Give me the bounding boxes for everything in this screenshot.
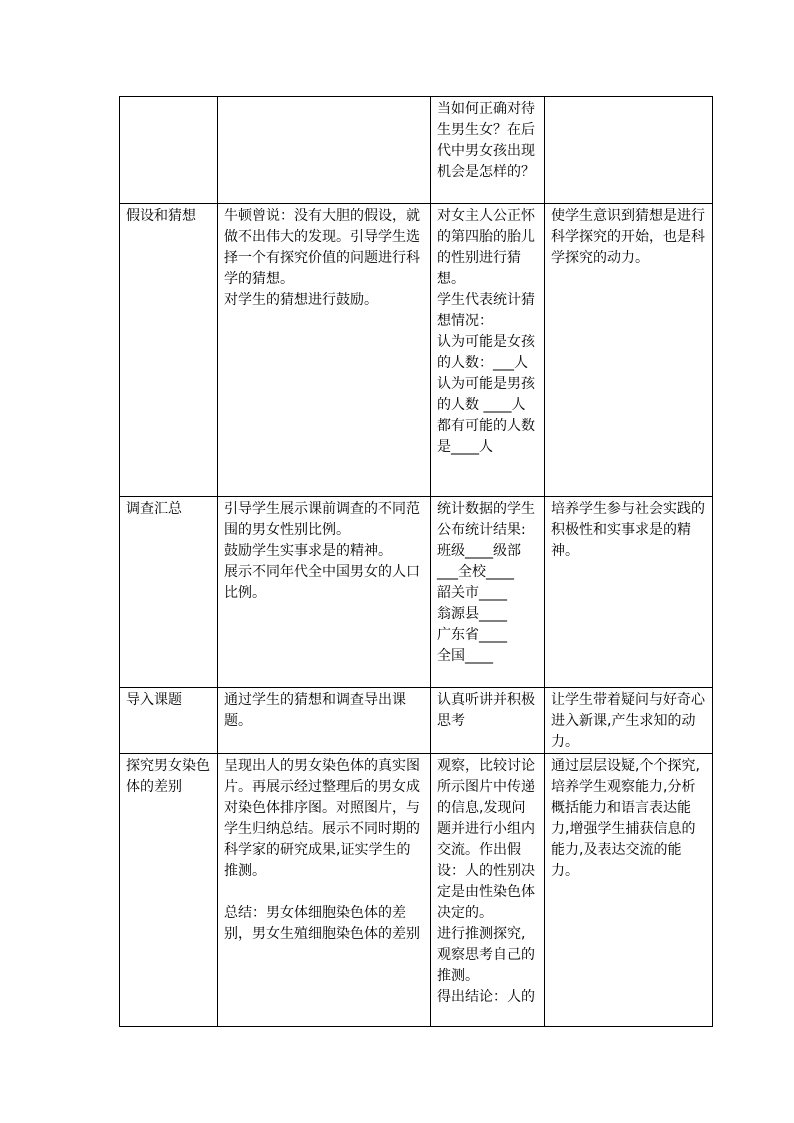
student-activity-cell <box>431 754 545 1027</box>
teacher-activity-text: 通过学生的猜想和调查导出课题。 <box>224 692 406 729</box>
student-activity-text: 得出结论：人的 <box>437 989 535 1005</box>
student-activity-text: 统计数据的学生公布统计结果: <box>437 501 535 538</box>
student-activity-text: 当如何正确对待生男生女？在后代中男女孩出现机会是怎样的？ <box>437 101 535 180</box>
student-activity-text: 学生代表统计猜想情况： <box>437 292 535 329</box>
teacher-activity-cell <box>218 497 431 688</box>
table-row <box>120 497 713 688</box>
lesson-plan-table <box>119 96 713 1027</box>
student-activity-text: 观察，比较讨论所示图片中传递的信息,发现问题并进行小组内交流。作出假设：人的性别决定是由性染色体决定的。 <box>437 758 535 921</box>
stage-cell: 假设和猜想 <box>120 204 218 497</box>
stage-cell: 调查汇总 <box>120 497 218 688</box>
student-activity-cell <box>431 97 545 204</box>
teacher-activity-text: 引导学生展示课前调查的不同范围的男女性别比例。 <box>224 501 420 538</box>
goal-cell <box>545 97 713 204</box>
table-row <box>120 688 713 754</box>
stage-cell: 探究男女染色体的差别 <box>120 754 218 1027</box>
teacher-activity-text: 牛顿曾说：没有大胆的假设，就做不出伟大的发现。引导学生选择一个有探究价值的问题进行科学的猜想。 <box>224 208 420 287</box>
student-activity-text: 班级____级部___全校____ <box>437 543 521 580</box>
goal-cell: 使学生意识到猜想是进行科学探究的开始，也是科学探究的动力。 <box>545 204 713 497</box>
student-activity-cell <box>431 497 545 688</box>
student-activity-text: 全国____ <box>437 648 493 664</box>
teacher-activity-text: 对学生的猜想进行鼓励。 <box>224 292 378 308</box>
table-row <box>120 754 713 1027</box>
stage-cell: 导入课题 <box>120 688 218 754</box>
student-activity-text: 广东省____ <box>437 627 507 643</box>
goal-cell: 通过层层设疑,个个探究,培养学生观察能力,分析概括能力和语言表达能力,增强学生捕获信息的能力,及表达交流的能力。 <box>545 754 713 1027</box>
student-activity-text: 认为可能是男孩的人数 ____人 <box>437 376 535 413</box>
teacher-activity-cell <box>218 97 431 204</box>
student-activity-text: 翁源县____ <box>437 606 507 622</box>
blank-line <box>224 882 424 903</box>
table-row <box>120 97 713 204</box>
goal-cell: 培养学生参与社会实践的积极性和实事求是的精神。 <box>545 497 713 688</box>
teacher-activity-cell <box>218 688 431 754</box>
student-activity-cell <box>431 688 545 754</box>
stage-cell <box>120 97 218 204</box>
goal-cell: 让学生带着疑问与好奇心进入新课,产生求知的动力。 <box>545 688 713 754</box>
teacher-activity-text: 展示不同年代全中国男女的人口比例。 <box>224 564 420 601</box>
teacher-activity-cell <box>218 204 431 497</box>
teacher-activity-cell <box>218 754 431 1027</box>
student-activity-text: 对女主人公正怀的第四胎的胎儿的性别进行猜想。 <box>437 208 535 287</box>
student-activity-text: 都有可能的人数是____人 <box>437 418 535 455</box>
student-activity-text: 韶关市____ <box>437 585 507 601</box>
student-activity-text: 认真听讲并积极思考 <box>437 692 535 729</box>
teacher-activity-text: 呈现出人的男女染色体的真实图片。再展示经过整理后的男女成对染色体排序图。对照图片，与学生归纳总结。展示不同时期的科学家的研究成果,证实学生的推测。 <box>224 758 420 879</box>
student-activity-text: 进行推测探究,观察思考自己的推测。 <box>437 926 535 984</box>
student-activity-text: 认为可能是女孩的人数：___人 <box>437 334 535 371</box>
table-row <box>120 204 713 497</box>
teacher-activity-text: 鼓励学生实事求是的精神。 <box>224 543 392 559</box>
student-activity-cell <box>431 204 545 497</box>
teacher-activity-text: 总结：男女体细胞染色体的差别，男女生殖细胞染色体的差别 <box>224 905 420 942</box>
